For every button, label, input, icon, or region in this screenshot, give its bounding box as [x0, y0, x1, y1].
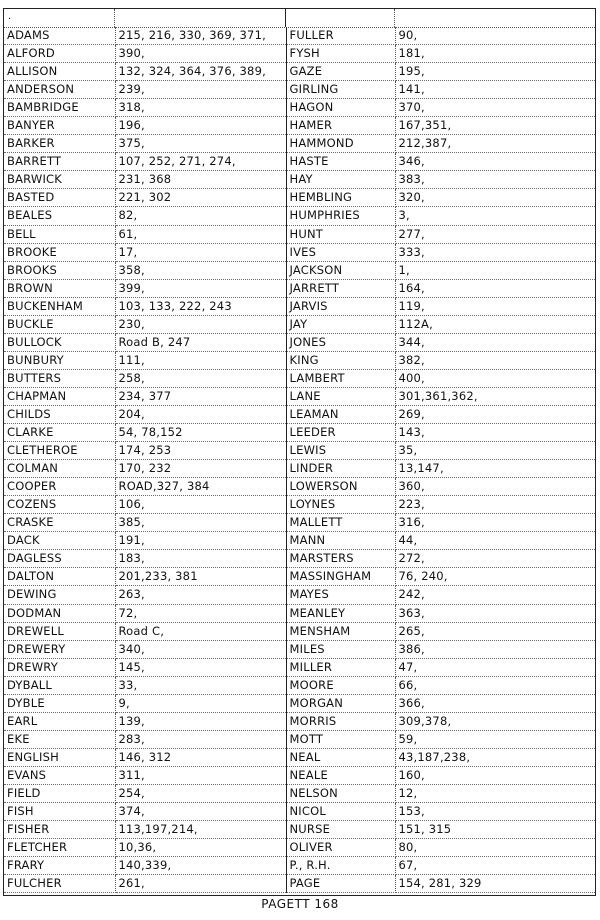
surname-right-cell: OLIVER [286, 839, 395, 857]
references-left-cell: 215, 216, 330, 369, 371, [115, 27, 286, 45]
references-left-cell: 107, 252, 271, 274, [115, 153, 286, 171]
table-row [4, 748, 595, 766]
references-left-cell: 82, [115, 207, 286, 225]
divider [285, 9, 286, 27]
references-right-cell: 320, [395, 189, 595, 207]
references-left-cell: 170, 232 [115, 460, 286, 478]
table-row [4, 424, 595, 442]
table-row [4, 676, 595, 694]
table-row [4, 405, 595, 423]
references-right-cell: 154, 281, 329 [395, 875, 595, 893]
surname-left-cell: BULLOCK [4, 333, 115, 351]
table-row [4, 766, 595, 784]
surname-left-cell: BUCKENHAM [4, 297, 115, 315]
surname-right-cell: JARRETT [286, 279, 395, 297]
page-footer: PAGETT 168 [261, 897, 339, 911]
surname-right-cell: MARSTERS [286, 550, 395, 568]
surname-right-cell: MOORE [286, 676, 395, 694]
surname-right-cell: LEAMAN [286, 405, 395, 423]
surname-left-cell: BARRETT [4, 153, 115, 171]
surname-right-cell: MILLER [286, 658, 395, 676]
references-left-cell: 231, 368 [115, 171, 286, 189]
references-left-cell: Road B, 247 [115, 333, 286, 351]
references-right-cell: 35, [395, 442, 595, 460]
references-left-cell: 113,197,214, [115, 821, 286, 839]
references-right-cell: 160, [395, 766, 595, 784]
surname-right-cell: LOYNES [286, 496, 395, 514]
table-row [4, 784, 595, 802]
table-row [4, 839, 595, 857]
surname-left-cell: CHAPMAN [4, 387, 115, 405]
references-left-cell: 374, [115, 803, 286, 821]
surname-right-cell: HUNT [286, 225, 395, 243]
surname-left-cell: ALLISON [4, 63, 115, 81]
surname-right-cell: MORGAN [286, 694, 395, 712]
surname-left-cell: DYBLE [4, 694, 115, 712]
surname-right-cell: HUMPHRIES [286, 207, 395, 225]
surname-left-cell: FISHER [4, 821, 115, 839]
references-right-cell: 333, [395, 243, 595, 261]
references-right-cell: 3, [395, 207, 595, 225]
surname-left-cell: EARL [4, 712, 115, 730]
surname-right-cell: MANN [286, 532, 395, 550]
table-row [4, 279, 595, 297]
index-body [4, 27, 595, 893]
surname-left-cell: BAMBRIDGE [4, 99, 115, 117]
references-left-cell: 263, [115, 586, 286, 604]
references-left-cell: 72, [115, 604, 286, 622]
references-left-cell: 33, [115, 676, 286, 694]
references-right-cell: 67, [395, 857, 595, 875]
references-left-cell: 54, 78,152 [115, 424, 286, 442]
references-right-cell: 59, [395, 730, 595, 748]
surname-right-cell: LAMBERT [286, 369, 395, 387]
references-left-cell: 221, 302 [115, 189, 286, 207]
surname-left-cell: DACK [4, 532, 115, 550]
surname-right-cell: IVES [286, 243, 395, 261]
references-right-cell: 76, 240, [395, 568, 595, 586]
references-right-cell: 43,187,238, [395, 748, 595, 766]
surname-left-cell: DAGLESS [4, 550, 115, 568]
references-right-cell: 47, [395, 658, 595, 676]
surname-right-cell: MEANLEY [286, 604, 395, 622]
table-row [4, 712, 595, 730]
table-row [4, 875, 595, 893]
surname-right-cell: LEEDER [286, 424, 395, 442]
references-right-cell: 195, [395, 63, 595, 81]
surname-left-cell: CHILDS [4, 405, 115, 423]
surname-right-cell: MALLETT [286, 514, 395, 532]
table-row [4, 153, 595, 171]
references-left-cell: 239, [115, 81, 286, 99]
references-left-cell: 358, [115, 261, 286, 279]
surname-right-cell: NEALE [286, 766, 395, 784]
references-left-cell: 10,36, [115, 839, 286, 857]
table-row [4, 857, 595, 875]
table-row [4, 207, 595, 225]
references-right-cell: 400, [395, 369, 595, 387]
references-left-cell: 283, [115, 730, 286, 748]
surname-left-cell: CRASKE [4, 514, 115, 532]
references-right-cell: 13,147, [395, 460, 595, 478]
surname-right-cell: JONES [286, 333, 395, 351]
references-left-cell: 204, [115, 405, 286, 423]
surname-right-cell: MOTT [286, 730, 395, 748]
table-row [4, 622, 595, 640]
references-right-cell: 151, 315 [395, 821, 595, 839]
references-left-cell: 318, [115, 99, 286, 117]
surname-right-cell: MAYES [286, 586, 395, 604]
references-left-cell: 106, [115, 496, 286, 514]
references-right-cell: 1, [395, 261, 595, 279]
top-mark: . [8, 11, 12, 22]
surname-right-cell: LEWIS [286, 442, 395, 460]
table-row [4, 189, 595, 207]
references-left-cell: 111, [115, 351, 286, 369]
table-row [4, 478, 595, 496]
table-row [4, 315, 595, 333]
references-right-cell: 309,378, [395, 712, 595, 730]
references-right-cell: 344, [395, 333, 595, 351]
references-right-cell: 277, [395, 225, 595, 243]
references-right-cell: 316, [395, 514, 595, 532]
table-row [4, 369, 595, 387]
table-row [4, 442, 595, 460]
references-right-cell: 370, [395, 99, 595, 117]
surname-left-cell: DODMAN [4, 604, 115, 622]
surname-right-cell: MASSINGHAM [286, 568, 395, 586]
surname-left-cell: COOPER [4, 478, 115, 496]
surname-right-cell: LANE [286, 387, 395, 405]
table-row [4, 117, 595, 135]
references-right-cell: 269, [395, 405, 595, 423]
references-left-cell: 258, [115, 369, 286, 387]
surname-right-cell: NELSON [286, 784, 395, 802]
references-left-cell: 61, [115, 225, 286, 243]
surname-left-cell: ENGLISH [4, 748, 115, 766]
table-row [4, 550, 595, 568]
surname-left-cell: BUCKLE [4, 315, 115, 333]
table-row [4, 63, 595, 81]
surname-right-cell: MORRIS [286, 712, 395, 730]
table-row [4, 261, 595, 279]
surname-left-cell: DALTON [4, 568, 115, 586]
table-row [4, 351, 595, 369]
surname-left-cell: CLARKE [4, 424, 115, 442]
surname-right-cell: JACKSON [286, 261, 395, 279]
surname-left-cell: BUTTERS [4, 369, 115, 387]
references-right-cell: 143, [395, 424, 595, 442]
references-right-cell: 346, [395, 153, 595, 171]
surname-right-cell: LOWERSON [286, 478, 395, 496]
table-row [4, 243, 595, 261]
divider [114, 9, 115, 27]
references-right-cell: 12, [395, 784, 595, 802]
references-left-cell: 390, [115, 45, 286, 63]
surname-left-cell: BROOKE [4, 243, 115, 261]
references-left-cell: 385, [115, 514, 286, 532]
table-row [4, 586, 595, 604]
table-row [4, 99, 595, 117]
surname-left-cell: BUNBURY [4, 351, 115, 369]
table-row [4, 225, 595, 243]
surname-right-cell: KING [286, 351, 395, 369]
table-row [4, 532, 595, 550]
header-strip [4, 9, 595, 28]
references-right-cell: 242, [395, 586, 595, 604]
references-left-cell: 201,233, 381 [115, 568, 286, 586]
surname-right-cell: JARVIS [286, 297, 395, 315]
references-left-cell: 254, [115, 784, 286, 802]
surname-left-cell: BEALES [4, 207, 115, 225]
table-row [4, 297, 595, 315]
table-row [4, 45, 595, 63]
references-right-cell: 119, [395, 297, 595, 315]
references-left-cell: 196, [115, 117, 286, 135]
references-right-cell: 360, [395, 478, 595, 496]
surname-right-cell: GIRLING [286, 81, 395, 99]
table-row [4, 514, 595, 532]
surname-right-cell: HAGON [286, 99, 395, 117]
surname-left-cell: BANYER [4, 117, 115, 135]
references-right-cell: 181, [395, 45, 595, 63]
surname-right-cell: HASTE [286, 153, 395, 171]
surname-index-table [4, 27, 595, 893]
surname-left-cell: BARWICK [4, 171, 115, 189]
surname-right-cell: MILES [286, 640, 395, 658]
references-left-cell: 183, [115, 550, 286, 568]
references-right-cell: 153, [395, 803, 595, 821]
surname-right-cell: HAMMOND [286, 135, 395, 153]
surname-left-cell: DEWING [4, 586, 115, 604]
references-left-cell: 375, [115, 135, 286, 153]
references-right-cell: 66, [395, 676, 595, 694]
references-left-cell: 139, [115, 712, 286, 730]
surname-left-cell: ANDERSON [4, 81, 115, 99]
table-row [4, 640, 595, 658]
table-row [4, 81, 595, 99]
surname-left-cell: BELL [4, 225, 115, 243]
references-right-cell: 44, [395, 532, 595, 550]
index-sheet [3, 8, 596, 896]
surname-left-cell: FLETCHER [4, 839, 115, 857]
references-left-cell: 103, 133, 222, 243 [115, 297, 286, 315]
table-row [4, 135, 595, 153]
references-right-cell: 90, [395, 27, 595, 45]
surname-left-cell: FIELD [4, 784, 115, 802]
references-left-cell: 399, [115, 279, 286, 297]
surname-left-cell: BROOKS [4, 261, 115, 279]
surname-right-cell: NICOL [286, 803, 395, 821]
surname-left-cell: BARKER [4, 135, 115, 153]
surname-left-cell: FRARY [4, 857, 115, 875]
references-right-cell: 167,351, [395, 117, 595, 135]
references-right-cell: 141, [395, 81, 595, 99]
references-left-cell: ROAD,327, 384 [115, 478, 286, 496]
references-right-cell: 272, [395, 550, 595, 568]
table-row [4, 333, 595, 351]
references-right-cell: 80, [395, 839, 595, 857]
references-right-cell: 382, [395, 351, 595, 369]
references-left-cell: 132, 324, 364, 376, 389, [115, 63, 286, 81]
surname-right-cell: FULLER [286, 27, 395, 45]
references-left-cell: 191, [115, 532, 286, 550]
references-left-cell: 145, [115, 658, 286, 676]
surname-right-cell: HAY [286, 171, 395, 189]
table-row [4, 460, 595, 478]
references-left-cell: 9, [115, 694, 286, 712]
references-right-cell: 265, [395, 622, 595, 640]
surname-right-cell: MENSHAM [286, 622, 395, 640]
table-row [4, 568, 595, 586]
table-row [4, 658, 595, 676]
table-row [4, 27, 595, 45]
references-right-cell: 386, [395, 640, 595, 658]
surname-left-cell: DREWELL [4, 622, 115, 640]
references-left-cell: 230, [115, 315, 286, 333]
surname-left-cell: COZENS [4, 496, 115, 514]
table-row [4, 171, 595, 189]
references-right-cell: 212,387, [395, 135, 595, 153]
references-right-cell: 164, [395, 279, 595, 297]
surname-right-cell: HAMER [286, 117, 395, 135]
references-right-cell: 112A, [395, 315, 595, 333]
surname-left-cell: COLMAN [4, 460, 115, 478]
references-left-cell: 17, [115, 243, 286, 261]
references-left-cell: 261, [115, 875, 286, 893]
surname-right-cell: JAY [286, 315, 395, 333]
surname-left-cell: FULCHER [4, 875, 115, 893]
surname-left-cell: DYBALL [4, 676, 115, 694]
surname-right-cell: P., R.H. [286, 857, 395, 875]
surname-left-cell: CLETHEROE [4, 442, 115, 460]
surname-left-cell: FISH [4, 803, 115, 821]
references-left-cell: 311, [115, 766, 286, 784]
divider [394, 9, 395, 27]
references-left-cell: 234, 377 [115, 387, 286, 405]
references-left-cell: 174, 253 [115, 442, 286, 460]
surname-right-cell: GAZE [286, 63, 395, 81]
surname-left-cell: DREWERY [4, 640, 115, 658]
references-right-cell: 366, [395, 694, 595, 712]
references-left-cell: 146, 312 [115, 748, 286, 766]
surname-left-cell: EKE [4, 730, 115, 748]
table-row [4, 387, 595, 405]
surname-left-cell: ALFORD [4, 45, 115, 63]
table-row [4, 821, 595, 839]
references-right-cell: 363, [395, 604, 595, 622]
surname-left-cell: DREWRY [4, 658, 115, 676]
table-row [4, 694, 595, 712]
surname-right-cell: FYSH [286, 45, 395, 63]
surname-right-cell: NEAL [286, 748, 395, 766]
references-left-cell: Road C, [115, 622, 286, 640]
references-right-cell: 223, [395, 496, 595, 514]
surname-left-cell: EVANS [4, 766, 115, 784]
references-right-cell: 383, [395, 171, 595, 189]
surname-left-cell: BASTED [4, 189, 115, 207]
surname-right-cell: PAGE [286, 875, 395, 893]
references-left-cell: 340, [115, 640, 286, 658]
surname-left-cell: BROWN [4, 279, 115, 297]
references-right-cell: 301,361,362, [395, 387, 595, 405]
surname-right-cell: HEMBLING [286, 189, 395, 207]
table-row [4, 496, 595, 514]
surname-left-cell: ADAMS [4, 27, 115, 45]
table-row [4, 803, 595, 821]
surname-right-cell: NURSE [286, 821, 395, 839]
references-left-cell: 140,339, [115, 857, 286, 875]
surname-right-cell: LINDER [286, 460, 395, 478]
table-row [4, 730, 595, 748]
table-row [4, 604, 595, 622]
